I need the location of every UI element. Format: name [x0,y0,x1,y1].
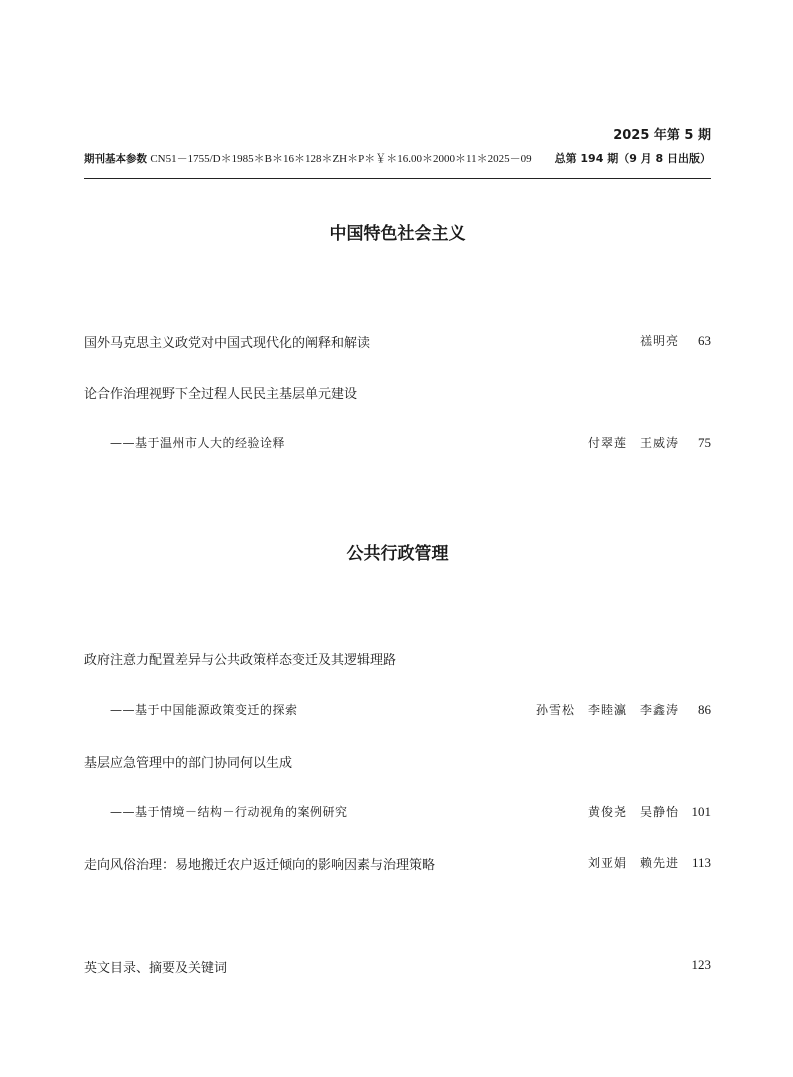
page-number: 123 [691,957,711,972]
article-title: 走向风俗治理：易地搬迁农户返迁倾向的影响因素与治理策略 [84,858,436,873]
page-number: 86 [698,702,711,717]
page-number: 113 [691,855,711,870]
params-label: 期刊基本参数 [84,153,147,165]
section-title: 公共行政管理 [346,544,449,564]
issue-number: 2025 年第 5 期 [613,128,711,143]
toc-entry[interactable] [84,383,711,403]
article-subtitle: ——基于中国能源政策变迁的探索 [110,703,298,717]
total-issue: 总第 194 期（9 月 8 日出版） [554,152,711,165]
journal-parameters [84,150,532,166]
footer-title: 英文目录、摘要及关键词 [84,961,228,976]
toc-entry-english[interactable] [84,957,711,977]
article-subtitle: ——基于情境－结构－行动视角的案例研究 [110,805,348,819]
params-code: CN51－1755/D＊1985＊B＊16＊128＊ZH＊P＊￥＊16.00＊2000＊11＊2025－09 [150,153,532,165]
article-authors: 黄俊尧 吴静怡 [587,805,679,819]
page-number: 63 [698,333,711,348]
toc-entry-subtitle-line[interactable] [84,434,711,454]
article-title: 国外马克思主义政党对中国式现代化的阐释和解读 [84,336,371,351]
article-title: 论合作治理视野下全过程人民民主基层单元建设 [84,387,358,402]
article-authors: 孙雪松 李睦瀛 李鑫涛 [535,703,679,717]
toc-entry[interactable] [84,649,711,669]
page-number: 101 [691,804,711,819]
article-subtitle: ——基于温州市人大的经验诠释 [110,436,286,450]
toc-entry[interactable] [84,332,711,352]
article-authors: 刘亚娟 赖先进 [587,856,679,870]
toc-entry-subtitle-line[interactable] [84,701,711,721]
article-authors: 禚明亮 [639,334,679,348]
toc-entry[interactable] [84,752,711,772]
section-title: 中国特色社会主义 [329,224,466,244]
article-authors: 付翠莲 王威涛 [587,436,679,450]
article-title: 基层应急管理中的部门协同何以生成 [84,756,293,771]
article-title: 政府注意力配置差异与公共政策样态变迁及其逻辑理路 [84,653,397,668]
toc-entry-subtitle-line[interactable] [84,803,711,823]
header-divider [84,178,711,179]
toc-entry[interactable] [84,854,711,874]
page-number: 75 [698,435,711,450]
